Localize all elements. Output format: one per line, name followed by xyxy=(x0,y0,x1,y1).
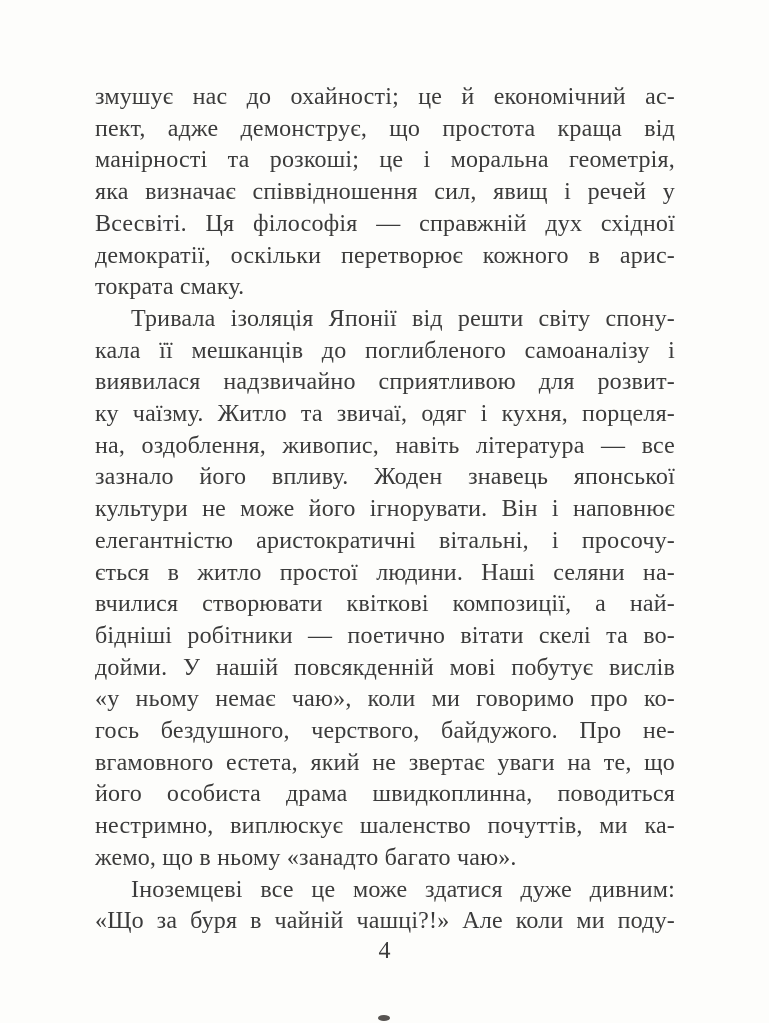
text-line: його особиста драма швидкоплинна, поводиться xyxy=(95,781,675,808)
text-line: на, оздоблення, живопис, навіть література — все xyxy=(95,432,675,459)
text-line: нестримно, виплюскує шаленство почуттів, ми ка- xyxy=(95,813,675,840)
text-line: демократії, оскільки перетворює кожного в арис- xyxy=(95,242,675,269)
paragraph xyxy=(95,875,675,938)
text-line: елегантністю аристократичні вітальні, і просочу- xyxy=(95,527,675,554)
text-line: Всесвіті. Ця філософія — справжній дух східної xyxy=(95,210,675,237)
text-line: ється в житло простої людини. Наші селяни на- xyxy=(95,559,675,586)
text-line: Іноземцеві все це може здатися дуже дивним: xyxy=(131,876,675,903)
text-line: культури не може його ігнорувати. Він і наповнює xyxy=(95,496,675,523)
page-text xyxy=(95,82,675,938)
text-line: манірності та розкоші; це і моральна геометрія, xyxy=(95,147,675,174)
page-number: 4 xyxy=(378,938,391,964)
text-line: гось бездушного, черствого, байдужого. Про не- xyxy=(95,718,675,745)
text-line: зазнало його впливу. Жоден знавець японської xyxy=(95,464,675,491)
text-line: кала її мешканців до поглибленого самоаналізу і xyxy=(95,337,675,364)
text-line: жемо, що в ньому «занадто багато чаю». xyxy=(95,844,517,871)
text-line: пект, адже демонструє, що простота краща від xyxy=(95,115,675,142)
text-line: бідніші робітники — поетично вітати скелі та во- xyxy=(95,622,675,649)
paragraph xyxy=(95,82,675,304)
text-line: дойми. У нашій повсякденній мові побутує вислів xyxy=(95,654,675,681)
paragraph xyxy=(95,304,675,875)
text-line: тократа смаку. xyxy=(95,274,245,301)
scan-artifact xyxy=(378,1015,390,1021)
text-line: яка визначає співвідношення сил, явищ і речей у xyxy=(95,179,675,206)
text-line: ку чаїзму. Житло та звичаї, одяг і кухня, порцеля- xyxy=(95,401,675,428)
text-line: Тривала ізоляція Японії від решти світу спону- xyxy=(131,305,675,332)
text-line: «у ньому немає чаю», коли ми говоримо про ко- xyxy=(95,686,675,713)
text-line: вгамовного естета, який не звертає уваги на те, що xyxy=(95,749,675,776)
text-line: вчилися створювати квіткові композиції, а най- xyxy=(95,591,675,618)
text-line: «Що за буря в чайній чашці?!» Але коли ми поду- xyxy=(95,908,675,935)
text-line: змушує нас до охайності; це й економічний ас- xyxy=(95,84,675,110)
text-line: виявилася надзвичайно сприятливою для розвит- xyxy=(95,369,675,396)
